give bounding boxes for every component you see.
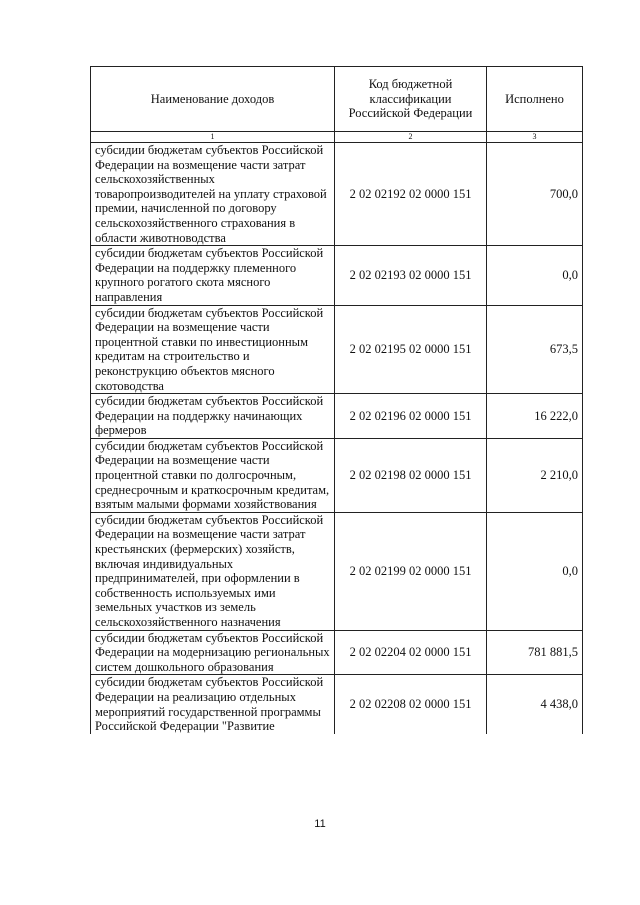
budget-code: 2 02 02208 02 0000 151 [335, 675, 487, 734]
executed-value: 0,0 [487, 246, 583, 305]
executed-value: 700,0 [487, 143, 583, 246]
table-row [91, 512, 583, 630]
table-row [91, 305, 583, 394]
budget-code: 2 02 02196 02 0000 151 [335, 394, 487, 439]
column-number-row [91, 132, 583, 143]
header-executed: Исполнено [487, 67, 583, 132]
revenue-name: субсидии бюджетам субъектов Российской Федерации на поддержку племенного крупного рогатого скота мясного направления [91, 246, 335, 305]
executed-value: 16 222,0 [487, 394, 583, 439]
budget-code: 2 02 02193 02 0000 151 [335, 246, 487, 305]
budget-code: 2 02 02199 02 0000 151 [335, 512, 487, 630]
executed-value: 673,5 [487, 305, 583, 394]
table-row [91, 246, 583, 305]
table-row [91, 675, 583, 734]
revenue-name: субсидии бюджетам субъектов Российской Федерации на модернизацию региональных систем дошкольного образования [91, 630, 335, 675]
budget-code: 2 02 02204 02 0000 151 [335, 630, 487, 675]
executed-value: 2 210,0 [487, 438, 583, 512]
table-row [91, 630, 583, 675]
header-budget-code: Код бюджетной классификации Российской Федерации [335, 67, 487, 132]
revenue-name: субсидии бюджетам субъектов Российской Федерации на реализацию отдельных мероприятий государственной программы Российской Федерации "Развитие [91, 675, 335, 734]
revenue-name: субсидии бюджетам субъектов Российской Федерации на поддержку начинающих фермеров [91, 394, 335, 439]
revenue-name: субсидии бюджетам субъектов Российской Федерации на возмещение части процентной ставки по долгосрочным, среднесрочным и краткосрочным кредитам, взятым малыми формами хозяйствования [91, 438, 335, 512]
revenue-name: субсидии бюджетам субъектов Российской Федерации на возмещение части затрат сельскохозяйственных товаропроизводителей на уплату страховой премии, начисленной по договору сельскохозяйственного страхования в области животноводства [91, 143, 335, 246]
column-number: 2 [335, 132, 487, 143]
header-row [91, 67, 583, 132]
column-number: 3 [487, 132, 583, 143]
executed-value: 0,0 [487, 512, 583, 630]
table-row [91, 438, 583, 512]
budget-code: 2 02 02195 02 0000 151 [335, 305, 487, 394]
executed-value: 781 881,5 [487, 630, 583, 675]
table-row [91, 394, 583, 439]
revenue-name: субсидии бюджетам субъектов Российской Федерации на возмещение части процентной ставки по инвестиционным кредитам на строительство и реконструкцию объектов мясного скотоводства [91, 305, 335, 394]
budget-revenue-table [90, 66, 583, 734]
executed-value: 4 438,0 [487, 675, 583, 734]
column-number: 1 [91, 132, 335, 143]
budget-code: 2 02 02198 02 0000 151 [335, 438, 487, 512]
page-number: 11 [314, 818, 326, 830]
table-row [91, 143, 583, 246]
budget-code: 2 02 02192 02 0000 151 [335, 143, 487, 246]
revenue-name: субсидии бюджетам субъектов Российской Федерации на возмещение части затрат крестьянских (фермерских) хозяйств, включая индивидуальных предпринимателей, при оформлении в собственность используемых ими земельных участков из земель сельскохозяйственного назначения [91, 512, 335, 630]
header-revenue-name: Наименование доходов [91, 67, 335, 132]
